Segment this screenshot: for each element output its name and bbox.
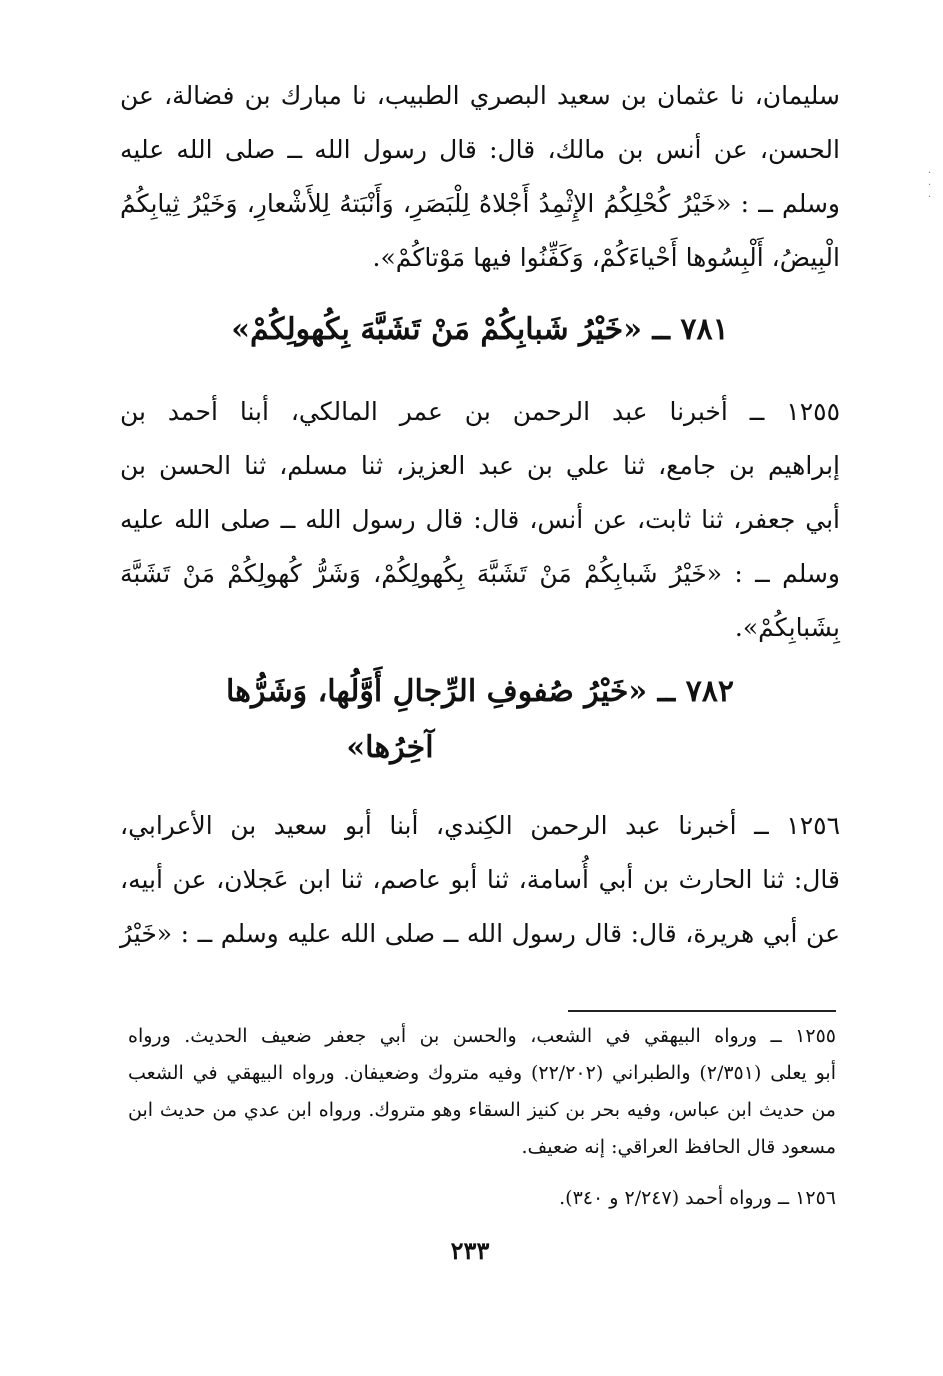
text-line: وسلم ــ : «خَيْرُ شَبابِكُمْ مَنْ تَشَبَّهَ بِكُهولِكُمْ، وَشَرُّ كُهولِكُمْ مَنْ تَشَبَّهَ [120,559,840,588]
text-line: وسلم ــ : «خَيْرُ كُحْلِكُمُ الإِثْمِدُ أَجْلاهُ لِلْبَصَرِ، وَأَنْبَتهُ لِلأَشْعارِ، وَخَيْرُ ثِيابِكُمُ [120,189,840,218]
footnote-line: أبو يعلى (٢/٣٥١) والطبراني (٢٢/٢٠٢) وفيه متروك وضعيفان. ورواه البيهقي في الشعب [128,1062,836,1084]
heading-text: آخِرُها» [346,730,434,765]
page-number: ٢٣٣ [450,1236,490,1265]
text-line: الحسن، عن أنس بن مالك، قال: قال رسول الله ــ صلى الله عليه [120,135,840,164]
paragraph-1256 [120,799,840,961]
footnote-line: ١٢٥٦ ــ ورواه أحمد (٢/٢٤٧ و ٣٤٠). [559,1187,836,1209]
text-line: عن أبي هريرة، قال: قال رسول الله ــ صلى الله عليه وسلم ــ : «خَيْرُ [120,919,840,948]
hadith-heading-781 [120,302,840,358]
paragraph-1255 [120,385,840,655]
text-line: ١٢٥٦ ــ أخبرنا عبد الرحمن الكِندي، أبنا أبو سعيد بن الأعرابي، [120,811,840,840]
hadith-heading-782 [120,664,840,776]
margin-mark: · · · [928,168,932,203]
text-line: بِشَبابِكُمْ». [734,613,840,642]
footnote-gap [128,1166,836,1180]
text-line: سليمان، نا عثمان بن سعيد البصري الطبيب، نا مبارك بن فضالة، عن [120,81,840,110]
paragraph-continuation [120,69,840,285]
text-line: قال: ثنا الحارث بن أبي أُسامة، ثنا أبو عاصم، ثنا ابن عَجلان، عن أبيه، [120,865,840,894]
footnote-line: ١٢٥٥ ــ ورواه البيهقي في الشعب، والحسن بن أبي جعفر ضعيف الحديث. ورواه [128,1025,836,1047]
footnotes [128,1018,836,1217]
heading-text: ٧٨١ ــ «خَيْرُ شَبابِكُمْ مَنْ تَشَبَّهَ بِكُهولِكُمْ» [231,312,729,347]
text-line: ١٢٥٥ ــ أخبرنا عبد الرحمن بن عمر المالكي، أبنا أحمد بن [120,397,840,426]
heading-text: ٧٨٢ ــ «خَيْرُ صُفوفِ الرِّجالِ أَوَّلُها، وَشَرُّها [226,674,734,709]
footnote-line: مسعود قال الحافظ العراقي: إنه ضعيف. [521,1136,836,1158]
footnote-separator [568,1010,836,1012]
footnote-line: من حديث ابن عباس، وفيه بحر بن كنيز السقاء وهو متروك. ورواه ابن عدي من حديث ابن [128,1099,836,1121]
text-line: أبي جعفر، ثنا ثابت، عن أنس، قال: قال رسول الله ــ صلى الله عليه [120,505,840,534]
text-line: الْبِيضُ، أَلْبِسُوها أَحْياءَكُمْ، وَكَفِّنُوا فيها مَوْتاكُمْ». [372,243,840,272]
text-line: إبراهيم بن جامع، ثنا علي بن عبد العزيز، ثنا مسلم، ثنا الحسن بن [120,451,840,480]
